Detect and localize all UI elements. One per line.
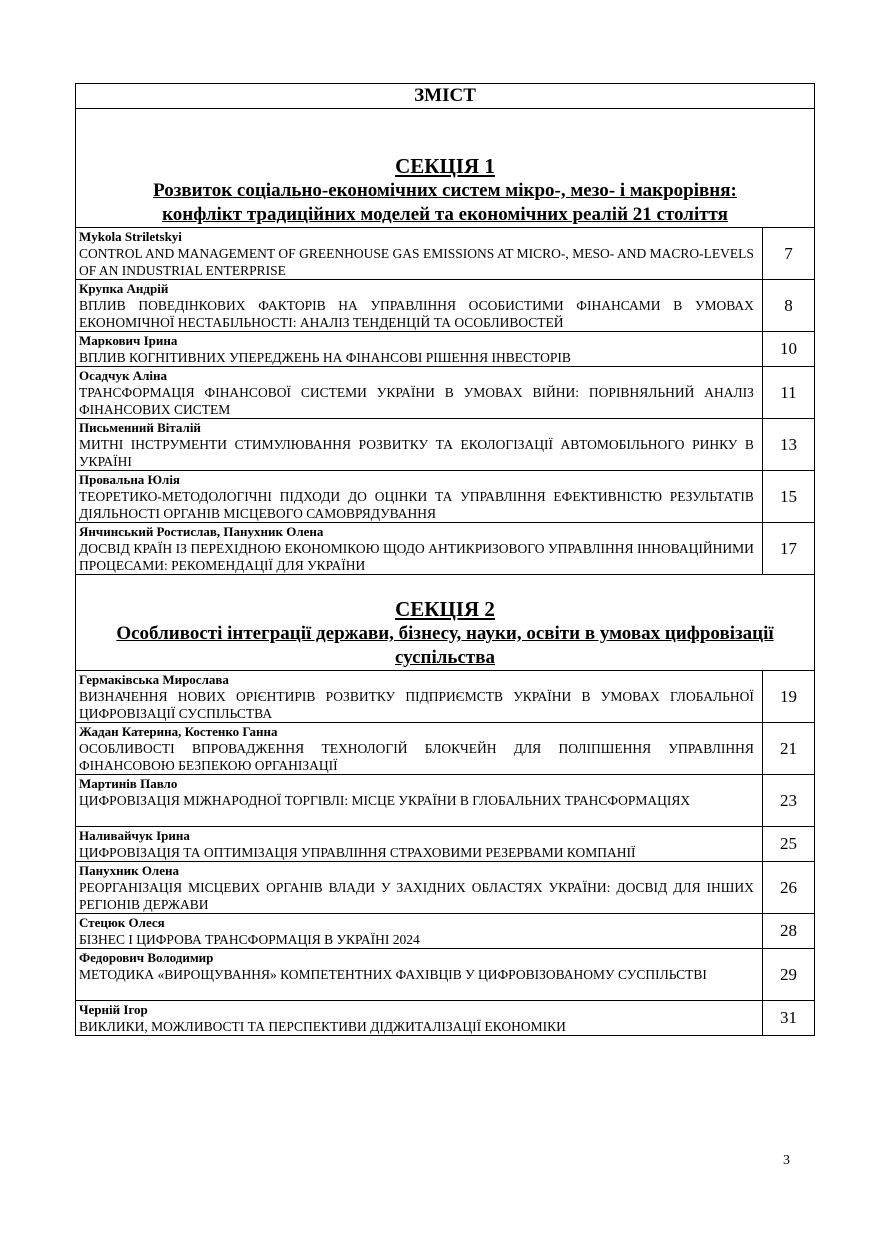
entry-text-cell xyxy=(76,1001,763,1036)
toc-entry xyxy=(76,671,815,723)
entry-page: 10 xyxy=(762,332,814,367)
toc-entry xyxy=(76,723,815,775)
entry-author: Мартинів Павло xyxy=(79,776,178,791)
entry-title: ЦИФРОВІЗАЦІЯ ТА ОПТИМІЗАЦІЯ УПРАВЛІННЯ СТРАХОВИМИ РЕЗЕРВАМИ КОМПАНІЇ xyxy=(79,845,636,860)
section-title-line: Розвиток соціально-економічних систем мікро-, мезо- і макрорівня: xyxy=(153,180,737,201)
entry-text-cell xyxy=(76,671,763,723)
entry-author: Наливайчук Ірина xyxy=(79,828,190,843)
entry-page: 15 xyxy=(762,471,814,523)
entry-title: ВИЗНАЧЕННЯ НОВИХ ОРІЄНТИРІВ РОЗВИТКУ ПІДПРИЄМСТВ УКРАЇНИ В УМОВАХ ГЛОБАЛЬНОЇ ЦИФРОВІЗАЦІЇ СУСПІЛЬСТВА xyxy=(79,689,754,721)
entry-title: ВПЛИВ ПОВЕДІНКОВИХ ФАКТОРІВ НА УПРАВЛІННЯ ОСОБИСТИМИ ФІНАНСАМИ В УМОВАХ ЕКОНОМІЧНОЇ НЕСТАБІЛЬНОСТІ: АНАЛІЗ ТЕНДЕНЦІЙ ТА ОСОБЛИВОСТЕЙ xyxy=(79,298,754,330)
entry-page: 7 xyxy=(762,228,814,280)
entry-page: 8 xyxy=(762,280,814,332)
toc-entry xyxy=(76,914,815,949)
entry-title: МЕТОДИКА «ВИРОЩУВАННЯ» КОМПЕТЕНТНИХ ФАХІВЦІВ У ЦИФРОВІЗОВАНОМУ СУСПІЛЬСТВІ xyxy=(79,967,707,982)
entry-author: Осадчук Аліна xyxy=(79,368,167,383)
entry-page: 17 xyxy=(762,523,814,575)
entry-author: Провальна Юлія xyxy=(79,472,180,487)
entry-text-cell xyxy=(76,280,763,332)
entry-title: ОСОБЛИВОСТІ ВПРОВАДЖЕННЯ ТЕХНОЛОГІЙ БЛОКЧЕЙН ДЛЯ ПОЛІПШЕННЯ УПРАВЛІННЯ ФІНАНСОВОЮ БЕЗПЕКОЮ ОРГАНІЗАЦІЇ xyxy=(79,741,754,773)
entry-text-cell xyxy=(76,723,763,775)
entry-page: 28 xyxy=(762,914,814,949)
section-number: СЕКЦІЯ 2 xyxy=(395,597,495,621)
section-title-line: Особливості інтеграції держави, бізнесу, науки, освіти в умовах цифровізації xyxy=(116,623,774,644)
entry-author: Стецюк Олеся xyxy=(79,915,165,930)
entry-text-cell xyxy=(76,775,763,827)
contents-header-row xyxy=(76,84,815,109)
entry-text-cell xyxy=(76,827,763,862)
entry-author: Маркович Ірина xyxy=(79,333,178,348)
section-header-row xyxy=(76,575,815,671)
entry-text-cell xyxy=(76,419,763,471)
entry-text-cell xyxy=(76,523,763,575)
toc-entry xyxy=(76,280,815,332)
toc-entry xyxy=(76,827,815,862)
section-number: СЕКЦІЯ 1 xyxy=(395,154,495,178)
contents-title: ЗМІСТ xyxy=(76,84,815,109)
entry-text-cell xyxy=(76,949,763,1001)
entry-author: Mykola Striletskyi xyxy=(79,229,182,244)
entry-author: Жадан Катерина, Костенко Ганна xyxy=(79,724,278,739)
entry-page: 23 xyxy=(762,775,814,827)
toc-entry xyxy=(76,523,815,575)
entry-title: ЦИФРОВІЗАЦІЯ МІЖНАРОДНОЇ ТОРГІВЛІ: МІСЦЕ УКРАЇНИ В ГЛОБАЛЬНИХ ТРАНСФОРМАЦІЯХ xyxy=(79,793,691,808)
entry-author: Федорович Володимир xyxy=(79,950,214,965)
entry-page: 29 xyxy=(762,949,814,1001)
toc-entry xyxy=(76,1001,815,1036)
entry-title: ВИКЛИКИ, МОЖЛИВОСТІ ТА ПЕРСПЕКТИВИ ДІДЖИТАЛІЗАЦІЇ ЕКОНОМІКИ xyxy=(79,1019,566,1034)
toc-entry xyxy=(76,862,815,914)
entry-text-cell xyxy=(76,862,763,914)
entry-page: 13 xyxy=(762,419,814,471)
section-header-row xyxy=(76,109,815,228)
toc-entry xyxy=(76,949,815,1001)
entry-author: Гермаківська Мирослава xyxy=(79,672,229,687)
toc-entry xyxy=(76,228,815,280)
entry-page: 11 xyxy=(762,367,814,419)
toc-entry xyxy=(76,419,815,471)
contents-table xyxy=(75,83,815,1036)
entry-title: МИТНІ ІНСТРУМЕНТИ СТИМУЛЮВАННЯ РОЗВИТКУ ТА ЕКОЛОГІЗАЦІЇ АВТОМОБІЛЬНОГО РИНКУ В УКРАЇНІ xyxy=(79,437,754,469)
entry-title: ДОСВІД КРАЇН ІЗ ПЕРЕХІДНОЮ ЕКОНОМІКОЮ ЩОДО АНТИКРИЗОВОГО УПРАВЛІННЯ ІННОВАЦІЙНИМИ ПРОЦЕСАМИ: РЕКОМЕНДАЦІЇ ДЛЯ УКРАЇНИ xyxy=(79,541,754,573)
entry-title: CONTROL AND MANAGEMENT OF GREENHOUSE GAS EMISSIONS AT MICRO-, MESO- AND MACRO-LEVELS OF AN INDUSTRIAL ENTERPRISE xyxy=(79,246,754,278)
entry-title: ВПЛИВ КОГНІТИВНИХ УПЕРЕДЖЕНЬ НА ФІНАНСОВІ РІШЕННЯ ІНВЕСТОРІВ xyxy=(79,350,571,365)
entry-author: Черній Ігор xyxy=(79,1002,148,1017)
entry-text-cell xyxy=(76,914,763,949)
entry-page: 25 xyxy=(762,827,814,862)
page-number: 3 xyxy=(783,1153,790,1168)
entry-text-cell xyxy=(76,471,763,523)
toc-entry xyxy=(76,471,815,523)
entry-title: РЕОРГАНІЗАЦІЯ МІСЦЕВИХ ОРГАНІВ ВЛАДИ У ЗАХІДНИХ ОБЛАСТЯХ УКРАЇНИ: ДОСВІД ДЛЯ ІНШИХ РЕГІОНІВ ДЕРЖАВИ xyxy=(79,880,754,912)
section-2-header xyxy=(76,575,815,671)
entry-title: БІЗНЕС І ЦИФРОВА ТРАНСФОРМАЦІЯ В УКРАЇНІ 2024 xyxy=(79,932,420,947)
entry-text-cell xyxy=(76,332,763,367)
toc-entry xyxy=(76,367,815,419)
section-1-header xyxy=(76,109,815,228)
entry-author: Янчинський Ростислав, Панухник Олена xyxy=(79,524,324,539)
entry-page: 19 xyxy=(762,671,814,723)
entry-author: Крупка Андрій xyxy=(79,281,169,296)
entry-author: Панухник Олена xyxy=(79,863,179,878)
entry-text-cell xyxy=(76,367,763,419)
entry-text-cell xyxy=(76,228,763,280)
entry-page: 21 xyxy=(762,723,814,775)
entry-author: Письменний Віталій xyxy=(79,420,201,435)
entry-page: 26 xyxy=(762,862,814,914)
section-title-line: конфлікт традиційних моделей та економічних реалій 21 століття xyxy=(162,204,728,225)
toc-entry xyxy=(76,775,815,827)
toc-entry xyxy=(76,332,815,367)
entry-title: ТЕОРЕТИКО-МЕТОДОЛОГІЧНІ ПІДХОДИ ДО ОЦІНКИ ТА УПРАВЛІННЯ ЕФЕКТИВНІСТЮ РЕЗУЛЬТАТІВ ДІЯЛЬНОСТІ ОРГАНІВ МІСЦЕВОГО САМОВРЯДУВАННЯ xyxy=(79,489,754,521)
entry-page: 31 xyxy=(762,1001,814,1036)
section-title-line: суспільства xyxy=(395,647,495,668)
entry-title: ТРАНСФОРМАЦІЯ ФІНАНСОВОЇ СИСТЕМИ УКРАЇНИ В УМОВАХ ВІЙНИ: ПОРІВНЯЛЬНИЙ АНАЛІЗ ФІНАНСОВИХ СИСТЕМ xyxy=(79,385,754,417)
